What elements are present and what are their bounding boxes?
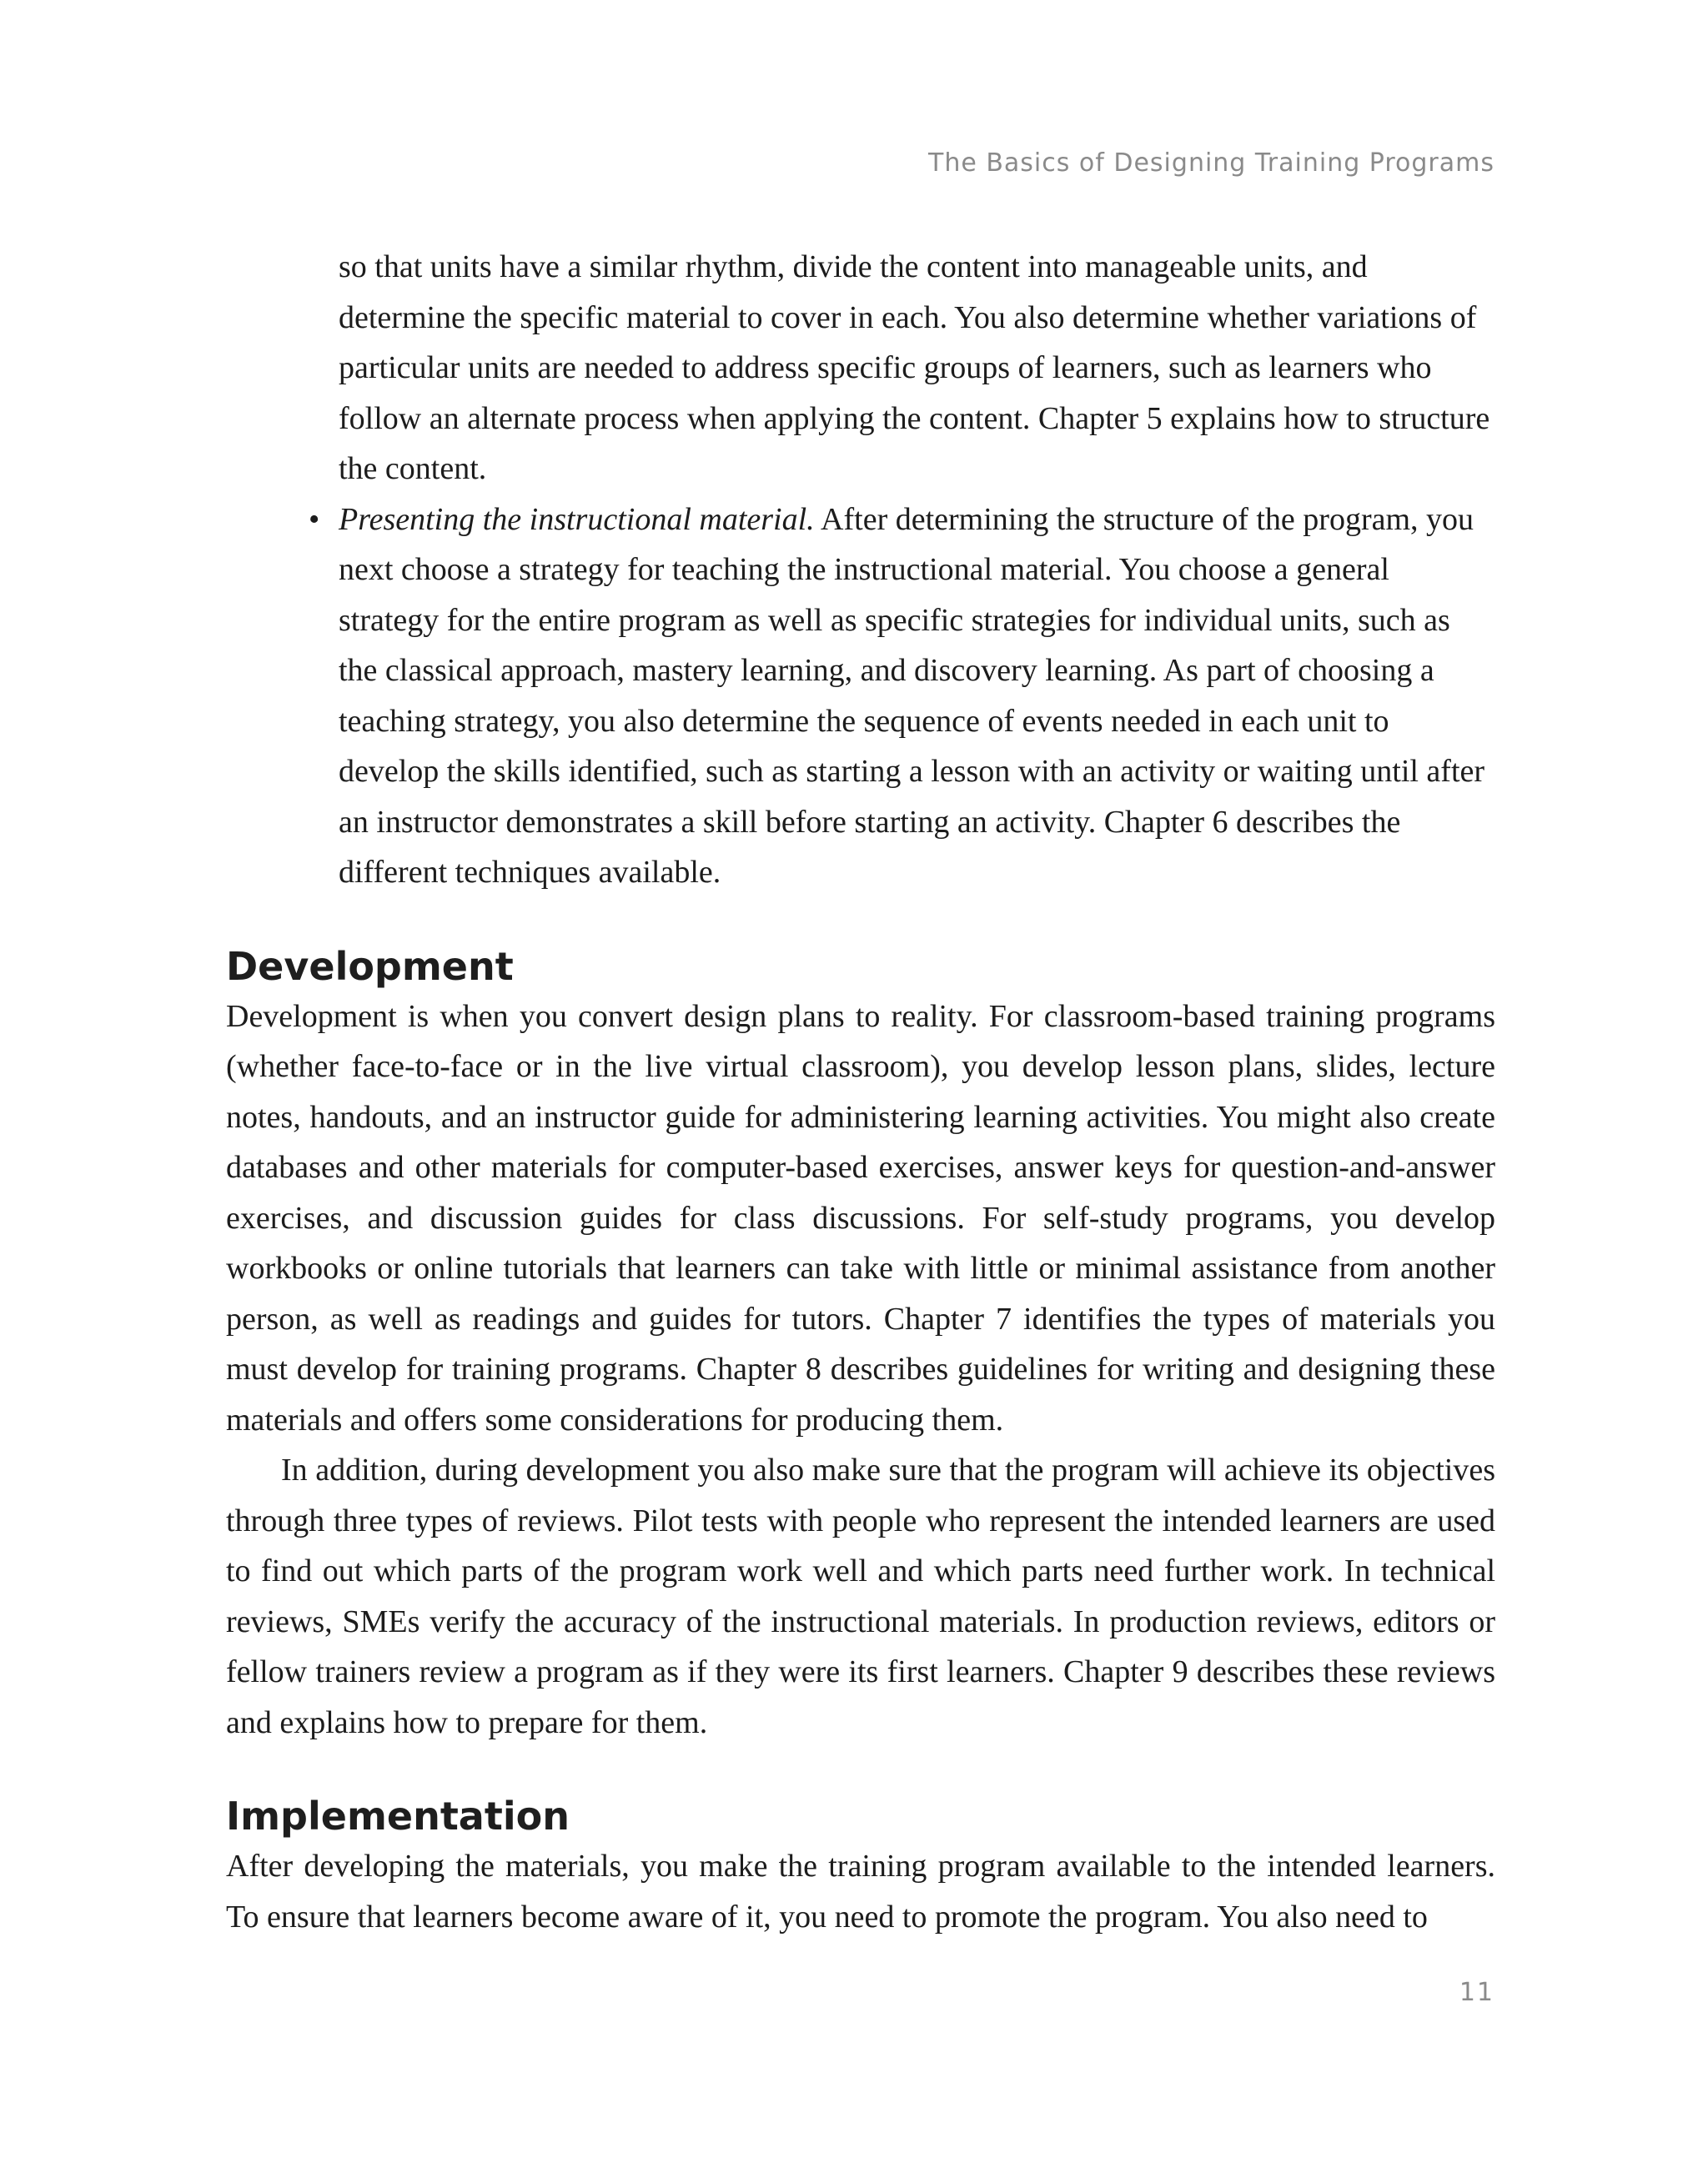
running-header: The Basics of Designing Training Programs	[928, 148, 1494, 178]
page-content	[226, 242, 1495, 1942]
implementation-paragraph-1: After developing the materials, you make the training program available to the intended learners. To ensure that learners become aware of it, you need to promote the program. You also need to	[226, 1849, 1495, 1935]
bullet-marker: •	[309, 501, 320, 537]
section-heading-implementation: Implementation	[226, 1794, 570, 1839]
continued-paragraph: so that units have a similar rhythm, divide the content into manageable units, and determine the specific material to cover in each. You also determine whether variations of particular units are needed to address specific groups of learners, such as learners who follow an alternate process when applying the content. Chapter 5 explains how to structure the content.	[339, 249, 1490, 486]
development-paragraph-1: Development is when you convert design plans to reality. For classroom-based training programs (whether face-to-face or in the live virtual classroom), you develop lesson plans, slides, lecture notes, handouts, and an instructor guide for administering learning activities. You might also create databases and other materials for computer-based exercises, answer keys for question-and-answer exercises, and discussion guides for class discussions. For self-study programs, you develop workbooks or online tutorials that learners can take with little or minimal assistance from another person, as well as readings and guides for tutors. Chapter 7 identifies the types of materials you must develop for training programs. Chapter 8 describes guidelines for writing and designing these materials and offers some considerations for producing them.	[226, 998, 1495, 1438]
bullet-item	[309, 494, 1495, 898]
section-heading-development: Development	[226, 943, 514, 989]
bullet-lead-in: Presenting the instructional material.	[339, 501, 815, 537]
bullet-list	[226, 494, 1495, 898]
page-number: 11	[1459, 1978, 1494, 2007]
development-paragraph-2: In addition, during development you also make sure that the program will achieve its objectives through three types of reviews. Pilot tests with people who represent the intended learners are used to find out which parts of the program work well and which parts need further work. In technical reviews, SMEs verify the accuracy of the instructional materials. In production reviews, editors or fellow trainers review a program as if they were its first learners. Chapter 9 describes these reviews and explains how to prepare for them.	[226, 1453, 1495, 1740]
bullet-text: After determining the structure of the program, you next choose a strategy for teaching the instructional material. You choose a general strategy for the entire program as well as specific strategies for individual units, such as the classical approach, mastery learning, and discovery learning. As part of choosing a teaching strategy, you also determine the sequence of events needed in each unit to develop the skills identified, such as starting a lesson with an activity or waiting until after an instructor demonstrates a skill before starting an activity. Chapter 6 describes the different techniques available.	[339, 501, 1485, 890]
